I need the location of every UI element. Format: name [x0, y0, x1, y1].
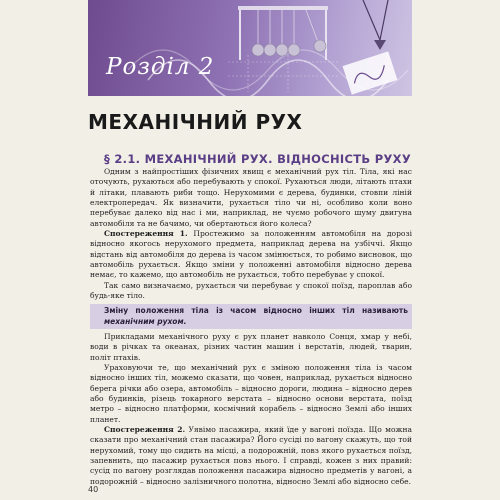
pendulum-illustration	[88, 0, 412, 96]
observation-2-text: Уявімо пасажира, який їде у вагоні поїзда. Що можна сказати про механічний стан пасажира? Його сусіді по вагону скажуть, що той нерухомий, тому що сидить на місці, а подорожній, повз якого рухається поїзд, запевнить, що пасажир рухається повз нього. І справді, кожен з них правий: сусід по вагону розглядав положення пасажира відносно предметів у вагоні, а подорожній – відносно залізничного полотна, відносно Землі або відносно себе.	[90, 424, 412, 486]
paragraph-2: Так само визначаємо, рухається чи перебуває у спокої поїзд, пароплав або будь-яке тіло.	[90, 280, 412, 301]
definition-text: Зміну положення тіла із часом відносно інших тіл називають	[104, 306, 408, 316]
chapter-title: МЕХАНІЧНИЙ РУХ	[88, 110, 303, 134]
paragraph-observation-1	[90, 229, 412, 281]
text-body	[90, 167, 412, 487]
paragraph-4: Ураховуючи те, що механічний рух є зміною положення тіла із часом відносно інших тіл, можемо сказати, що човен, наприклад, рухається відносно берега річки або озера, автомобіль – відносно дороги, людина – відносно дерев або будинків, різець токарного верстата – відносно основи верстата, поїзд метро – відносно платформи, космічний корабель – відносно Землі або інших планет.	[90, 362, 412, 424]
observation-2-label: Спостереження 2.	[104, 424, 186, 434]
section-title: § 2.1. МЕХАНІЧНИЙ РУХ. ВІДНОСНІСТЬ РУХУ	[104, 152, 411, 166]
chapter-banner-title: Розділ 2	[106, 54, 215, 80]
definition-box	[90, 304, 412, 328]
chapter-banner	[88, 0, 412, 96]
observation-1-text: Простежимо за положенням автомобіля на дорозі відносно якогось нерухомого предмета, наприклад дерева на узбіччі. Якщо відстань від автомобіля до дерева із часом змінюється, то робимо висновок, що автомобіль рухається. Якщо зміни у положенні автомобіля відносно дерева немає, то кажемо, що автомобіль не рухається, тобто перебуває у спокої.	[90, 229, 412, 280]
paragraph-observation-2	[90, 425, 412, 487]
observation-1-label: Спостереження 1.	[104, 229, 188, 239]
paragraph-intro: Одним з найпростіших фізичних явищ є механічний рух тіл. Тіла, які нас оточують, рухаються або перебувають у спокої. Рухаються люди, літають птахи й літаки, плавають риби тощо. Нерухомими є дерева, будинки, стовпи ліній електропередач. Як визначити, рухається тіло чи ні, особливо коли воно перебуває далеко від нас і ми, наприклад, не чуємо робочого шуму двигуна автомобіля та не бачимо, чи обертаються його колеса?	[90, 167, 412, 228]
paragraph-3: Прикладами механічного руху є рух планет навколо Сонця, хмар у небі, води в річках та океанах, різних частин машин і верстатів, людей, тварин, політ птахів.	[90, 331, 412, 362]
page-number: 40	[88, 485, 99, 494]
definition-term: механічним рухом.	[104, 316, 187, 326]
